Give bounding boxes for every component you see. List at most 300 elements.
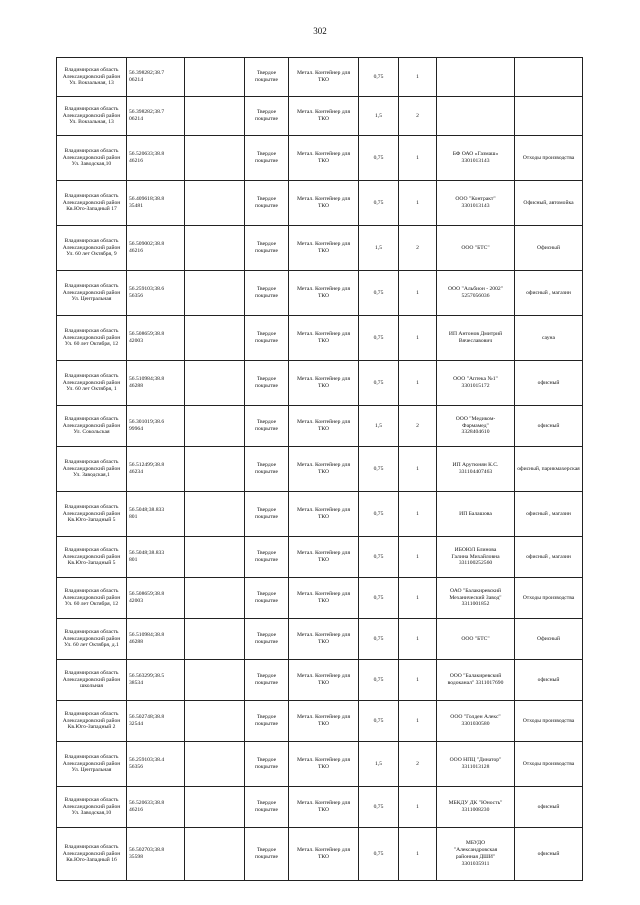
cell-address-line: Ул. Центральная xyxy=(71,767,112,774)
cell-coordinates-line: 38534 xyxy=(129,680,143,686)
cell-container xyxy=(289,361,359,406)
cell-address-line: Александровский район xyxy=(62,465,121,472)
cell-address-line: Ул. Заводская,1 xyxy=(73,472,110,479)
cell-surface-line: Твердое xyxy=(256,507,277,514)
cell-owner-line: ИП Балашова xyxy=(459,510,492,517)
cell-address-line: Владимирская область xyxy=(64,415,119,422)
cell-address-line: Ул. Заводская,10 xyxy=(71,810,112,817)
cell-waste-source: офисный xyxy=(515,660,583,701)
cell-owner-line: 3301013143 xyxy=(461,158,490,164)
cell-blank xyxy=(185,787,245,828)
cell-address-line: Кв.Юго-Западный 2 xyxy=(67,724,116,731)
cell-coordinates xyxy=(127,742,185,787)
cell-surface-line: Твердое xyxy=(256,800,277,807)
cell-coordinates-line: 06214 xyxy=(129,116,143,122)
cell-owner-line: 331100252560 xyxy=(458,560,493,567)
cell-surface xyxy=(245,361,289,406)
cell-volume: 0,75 xyxy=(359,492,399,537)
cell-waste-source: Отходы производства xyxy=(515,742,583,787)
cell-blank xyxy=(185,136,245,181)
cell-owner xyxy=(437,406,515,447)
cell-volume: 0,75 xyxy=(359,787,399,828)
cell-address-line: Александровский район xyxy=(62,717,121,724)
cell-count: 1 xyxy=(399,701,437,742)
cell-surface xyxy=(245,701,289,742)
cell-owner-line: Галина Михайловна xyxy=(451,553,500,560)
table-row xyxy=(57,537,583,578)
cell-count: 1 xyxy=(399,58,437,97)
cell-coordinates-line: 56.509002;38.8 xyxy=(129,241,165,248)
cell-surface-line: покрытие xyxy=(255,721,278,727)
cell-container xyxy=(289,97,359,136)
cell-coordinates xyxy=(127,619,185,660)
cell-owner-line: ИБОЮЛ Блинова xyxy=(454,546,497,553)
cell-owner-line: 3328404610 xyxy=(461,429,490,436)
cell-container xyxy=(289,316,359,361)
cell-count: 2 xyxy=(399,742,437,787)
table-row xyxy=(57,787,583,828)
cell-address xyxy=(57,578,127,619)
cell-coordinates xyxy=(127,58,185,97)
cell-blank xyxy=(185,619,245,660)
cell-count: 1 xyxy=(399,660,437,701)
cell-container xyxy=(289,271,359,316)
cell-surface-line: Твердое xyxy=(256,757,277,764)
cell-container-line: Метал. Контейнер для xyxy=(296,70,351,77)
cell-container-line: Метал. Контейнер для xyxy=(296,419,351,426)
table-row xyxy=(57,316,583,361)
cell-coordinates-line: 46216 xyxy=(129,248,143,254)
cell-address-line: Владимирская область xyxy=(64,458,119,465)
cell-waste-source xyxy=(515,97,583,136)
cell-volume: 0,75 xyxy=(359,537,399,578)
page-number: 302 xyxy=(313,26,327,36)
cell-address-line: Александровский район xyxy=(62,154,121,161)
cell-container-line: ТКО xyxy=(317,338,330,344)
cell-owner-line: ООО "Контракт" xyxy=(455,196,496,203)
cell-container-line: Метал. Контейнер для xyxy=(296,591,351,598)
cell-container-line: ТКО xyxy=(317,248,330,254)
cell-count: 1 xyxy=(399,578,437,619)
table-row xyxy=(57,271,583,316)
cell-owner-line: МБУДО xyxy=(465,840,486,847)
cell-surface-line: Твердое xyxy=(256,550,277,557)
cell-coordinates-line: 56.502748;38.8 xyxy=(129,714,165,721)
table-row xyxy=(57,361,583,406)
cell-address-line: Ул. Вокзальная, 13 xyxy=(69,119,114,126)
cell-waste-source: Офисный xyxy=(515,226,583,271)
cell-count: 1 xyxy=(399,619,437,660)
cell-coordinates-line: 35481 xyxy=(129,203,143,209)
cell-address-line: Александровский район xyxy=(62,73,121,80)
cell-address-line: Ул. Заводская,10 xyxy=(71,161,112,168)
cell-surface-line: Твердое xyxy=(256,714,277,721)
table-row xyxy=(57,136,583,181)
cell-container-line: Метал. Контейнер для xyxy=(296,286,351,293)
cell-count: 1 xyxy=(399,787,437,828)
cell-surface xyxy=(245,619,289,660)
cell-container xyxy=(289,578,359,619)
cell-owner xyxy=(437,361,515,406)
cell-surface-line: покрытие xyxy=(255,469,278,475)
cell-address-line: Александровский район xyxy=(62,760,121,767)
cell-owner-line: ООО "БТС" xyxy=(461,244,490,251)
cell-coordinates xyxy=(127,97,185,136)
cell-surface-line: покрытие xyxy=(255,598,278,604)
cell-coordinates-line: 56.563299;38.5 xyxy=(129,673,165,680)
cell-coordinates-line: 42003 xyxy=(129,338,143,344)
cell-surface xyxy=(245,660,289,701)
cell-count: 1 xyxy=(399,828,437,881)
cell-address-line: Александровский район xyxy=(62,334,121,341)
cell-container-line: Метал. Контейнер для xyxy=(296,331,351,338)
cell-container xyxy=(289,537,359,578)
cell-address-line: Александровский район xyxy=(62,510,121,517)
cell-address xyxy=(57,58,127,97)
cell-owner-line: ООО "Аптека №1" xyxy=(453,376,498,383)
cell-container-line: ТКО xyxy=(317,77,330,83)
cell-owner-line: 3311008230 xyxy=(461,807,490,813)
cell-coordinates xyxy=(127,828,185,881)
cell-surface-line: Твердое xyxy=(256,241,277,248)
cell-container xyxy=(289,136,359,181)
cell-container xyxy=(289,619,359,660)
cell-owner xyxy=(437,701,515,742)
cell-surface xyxy=(245,742,289,787)
cell-coordinates-line: 56.259103;38.4 xyxy=(129,757,165,764)
cell-surface xyxy=(245,181,289,226)
cell-surface-line: Твердое xyxy=(256,376,277,383)
cell-coordinates xyxy=(127,136,185,181)
cell-owner-line: "Александровская xyxy=(453,847,498,854)
cell-address xyxy=(57,136,127,181)
cell-owner xyxy=(437,578,515,619)
waste-sites-table xyxy=(56,57,583,881)
cell-owner-line: 3301015172 xyxy=(461,383,490,389)
cell-surface-line: Твердое xyxy=(256,673,277,680)
cell-address-line: Владимирская область xyxy=(64,628,119,635)
cell-owner-line: 3301030580 xyxy=(461,721,490,727)
cell-coordinates-line: 35598 xyxy=(129,854,143,860)
cell-address xyxy=(57,619,127,660)
cell-volume: 0,75 xyxy=(359,701,399,742)
cell-coordinates-line: 56.508659;38.8 xyxy=(129,591,165,598)
cell-address xyxy=(57,361,127,406)
table-row xyxy=(57,578,583,619)
cell-surface xyxy=(245,537,289,578)
cell-container-line: Метал. Контейнер для xyxy=(296,151,351,158)
cell-owner-line: 3311013128 xyxy=(461,764,490,770)
cell-coordinates xyxy=(127,787,185,828)
cell-container-line: ТКО xyxy=(317,426,330,432)
cell-owner xyxy=(437,492,515,537)
cell-address-line: Владимирская область xyxy=(64,796,119,803)
cell-volume: 0,75 xyxy=(359,58,399,97)
cell-address-line: Владимирская область xyxy=(64,282,119,289)
cell-surface xyxy=(245,136,289,181)
table-row xyxy=(57,226,583,271)
cell-address xyxy=(57,828,127,881)
cell-blank xyxy=(185,58,245,97)
cell-count: 1 xyxy=(399,537,437,578)
table-row xyxy=(57,58,583,97)
cell-owner xyxy=(437,226,515,271)
cell-coordinates-line: 42003 xyxy=(129,598,143,604)
cell-waste-source: Отходы производства xyxy=(515,578,583,619)
table-row xyxy=(57,97,583,136)
cell-coordinates xyxy=(127,660,185,701)
table-row xyxy=(57,492,583,537)
cell-container xyxy=(289,742,359,787)
cell-coordinates-line: 56.512499;38.8 xyxy=(129,462,165,469)
cell-coordinates-line: 46288 xyxy=(129,383,143,389)
cell-container xyxy=(289,701,359,742)
cell-container-line: ТКО xyxy=(317,764,330,770)
cell-address-line: Владимирская область xyxy=(64,372,119,379)
cell-waste-source: Отходы производства xyxy=(515,136,583,181)
cell-address-line: Кв.Юго-Западный 16 xyxy=(66,857,117,864)
cell-blank xyxy=(185,742,245,787)
cell-coordinates-line: 56356 xyxy=(129,293,143,299)
cell-address xyxy=(57,316,127,361)
cell-surface xyxy=(245,578,289,619)
cell-surface-line: покрытие xyxy=(255,338,278,344)
cell-coordinates-line: 46216 xyxy=(129,807,143,813)
cell-waste-source: офисный xyxy=(515,361,583,406)
cell-coordinates-line: 56.409618;38.8 xyxy=(129,196,165,203)
cell-address xyxy=(57,406,127,447)
cell-container xyxy=(289,226,359,271)
table-row xyxy=(57,742,583,787)
cell-volume: 0,75 xyxy=(359,660,399,701)
cell-blank xyxy=(185,271,245,316)
cell-waste-source: Отходы производства xyxy=(515,701,583,742)
cell-address-line: Владимирская область xyxy=(64,546,119,553)
cell-coordinates xyxy=(127,492,185,537)
cell-container-line: ТКО xyxy=(317,854,330,860)
cell-surface xyxy=(245,492,289,537)
cell-surface-line: покрытие xyxy=(255,293,278,299)
cell-surface-line: покрытие xyxy=(255,77,278,83)
cell-surface-line: покрытие xyxy=(255,248,278,254)
cell-address xyxy=(57,181,127,226)
cell-owner-line: 3301035911 xyxy=(461,860,490,867)
cell-coordinates-line: 56.508659;38.8 xyxy=(129,331,165,338)
cell-blank xyxy=(185,316,245,361)
cell-address-line: Александровский район xyxy=(62,289,121,296)
cell-owner-line: Вячеславович xyxy=(458,338,493,344)
cell-container xyxy=(289,406,359,447)
cell-coordinates-line: 56356 xyxy=(129,764,143,770)
cell-waste-source: сауна xyxy=(515,316,583,361)
cell-blank xyxy=(185,537,245,578)
cell-volume: 1,5 xyxy=(359,226,399,271)
cell-container-line: Метал. Контейнер для xyxy=(296,757,351,764)
cell-coordinates-line: 06214 xyxy=(129,77,143,83)
cell-waste-source: офисный xyxy=(515,406,583,447)
cell-address-line: Владимирская область xyxy=(64,327,119,334)
cell-surface-line: покрытие xyxy=(255,426,278,432)
cell-container-line: ТКО xyxy=(317,469,330,475)
cell-coordinates xyxy=(127,226,185,271)
cell-coordinates xyxy=(127,701,185,742)
cell-container-line: ТКО xyxy=(317,721,330,727)
cell-coordinates xyxy=(127,361,185,406)
cell-surface-line: покрытие xyxy=(255,158,278,164)
cell-address-line: Ул. Центральная xyxy=(71,296,112,303)
cell-address-line: Ул. 60 лет Октября, 12 xyxy=(64,341,119,348)
cell-blank xyxy=(185,406,245,447)
cell-surface-line: покрытие xyxy=(255,116,278,122)
table-body xyxy=(57,58,583,881)
table-row xyxy=(57,660,583,701)
cell-surface-line: Твердое xyxy=(256,331,277,338)
cell-surface-line: Твердое xyxy=(256,70,277,77)
cell-waste-source: офисный , магазин xyxy=(515,492,583,537)
cell-waste-source: Офисный, автомойка xyxy=(515,181,583,226)
cell-container-line: ТКО xyxy=(317,514,330,520)
cell-coordinates-line: 99964 xyxy=(129,426,143,432)
cell-address xyxy=(57,701,127,742)
cell-owner-line: 3311001852 xyxy=(461,601,490,608)
cell-owner xyxy=(437,828,515,881)
cell-surface-line: покрытие xyxy=(255,854,278,860)
cell-container-line: Метал. Контейнер для xyxy=(296,241,351,248)
cell-owner xyxy=(437,136,515,181)
cell-container-line: ТКО xyxy=(317,116,330,122)
cell-blank xyxy=(185,361,245,406)
cell-blank xyxy=(185,660,245,701)
cell-surface-line: покрытие xyxy=(255,807,278,813)
cell-address-line: Александровский район xyxy=(62,676,121,683)
cell-count: 2 xyxy=(399,406,437,447)
cell-coordinates xyxy=(127,578,185,619)
cell-container xyxy=(289,447,359,492)
cell-address-line: Александровский район xyxy=(62,112,121,119)
cell-container xyxy=(289,660,359,701)
cell-waste-source: офисный , магазин xyxy=(515,271,583,316)
cell-container xyxy=(289,492,359,537)
cell-container-line: ТКО xyxy=(317,680,330,686)
cell-address-line: Владимирская область xyxy=(64,710,119,717)
cell-waste-source: офисный xyxy=(515,828,583,881)
cell-owner-line: ООО "Балакиревский xyxy=(449,673,502,680)
cell-volume: 1,5 xyxy=(359,97,399,136)
cell-surface-line: покрытие xyxy=(255,680,278,686)
cell-address-line: Владимирская область xyxy=(64,192,119,199)
cell-container-line: ТКО xyxy=(317,557,330,563)
cell-volume: 0,75 xyxy=(359,447,399,492)
cell-container-line: Метал. Контейнер для xyxy=(296,714,351,721)
cell-coordinates-line: 801 xyxy=(129,557,138,563)
cell-address xyxy=(57,742,127,787)
cell-container-line: Метал. Контейнер для xyxy=(296,196,351,203)
cell-address-line: Владимирская область xyxy=(64,753,119,760)
cell-volume: 0,75 xyxy=(359,181,399,226)
cell-surface xyxy=(245,406,289,447)
cell-owner-line: 5257056036 xyxy=(461,293,490,299)
cell-container xyxy=(289,828,359,881)
cell-address xyxy=(57,660,127,701)
cell-owner-line: ООО "БТС" xyxy=(461,635,490,642)
cell-container-line: Метал. Контейнер для xyxy=(296,109,351,116)
cell-blank xyxy=(185,828,245,881)
cell-address-line: Кв.Юго-Западный 5 xyxy=(67,560,116,567)
cell-owner-line: ООО НПЦ "Динатор" xyxy=(449,757,502,764)
cell-volume: 0,75 xyxy=(359,316,399,361)
cell-blank xyxy=(185,701,245,742)
cell-coordinates-line: 56.520633;38.8 xyxy=(129,800,165,807)
cell-owner-line: ИП Арутюнян К.С. xyxy=(452,462,499,469)
cell-blank xyxy=(185,97,245,136)
cell-container-line: ТКО xyxy=(317,158,330,164)
cell-volume: 0,75 xyxy=(359,619,399,660)
cell-surface-line: Твердое xyxy=(256,151,277,158)
cell-owner xyxy=(437,316,515,361)
cell-owner-line: ИП Антонов Дмитрий xyxy=(448,331,503,338)
cell-coordinates-line: 46234 xyxy=(129,469,143,475)
cell-address-line: Александровский район xyxy=(62,850,121,857)
cell-surface xyxy=(245,787,289,828)
cell-address-line: Ул. 60 лет Октября, 9 xyxy=(66,251,117,258)
cell-owner xyxy=(437,181,515,226)
cell-coordinates-line: 56.301019;38.6 xyxy=(129,419,165,426)
cell-surface xyxy=(245,271,289,316)
cell-surface-line: покрытие xyxy=(255,203,278,209)
cell-waste-source: Офисный xyxy=(515,619,583,660)
cell-owner xyxy=(437,660,515,701)
cell-count: 1 xyxy=(399,492,437,537)
cell-blank xyxy=(185,447,245,492)
cell-address xyxy=(57,447,127,492)
cell-container xyxy=(289,787,359,828)
cell-address-line: Владимирская область xyxy=(64,147,119,154)
cell-address-line: Александровский район xyxy=(62,803,121,810)
cell-surface xyxy=(245,97,289,136)
cell-coordinates xyxy=(127,537,185,578)
cell-address-line: Александровский район xyxy=(62,594,121,601)
cell-waste-source xyxy=(515,58,583,97)
cell-address-line: Ул. 60 лет Октября, д.1 xyxy=(64,642,119,649)
cell-blank xyxy=(185,181,245,226)
cell-volume: 0,75 xyxy=(359,578,399,619)
table-row xyxy=(57,701,583,742)
cell-address-line: Кв.Юго-Западный 17 xyxy=(66,206,117,213)
cell-address xyxy=(57,787,127,828)
cell-container-line: Метал. Контейнер для xyxy=(296,632,351,639)
cell-blank xyxy=(185,226,245,271)
cell-coordinates-line: 46216 xyxy=(129,158,143,164)
cell-address xyxy=(57,537,127,578)
cell-address-line: Ул. 60 лет Октября, 12 xyxy=(64,601,119,608)
cell-owner-line: Механический Завод" xyxy=(449,594,502,601)
cell-address-line: Александровский район xyxy=(62,422,121,429)
cell-count: 1 xyxy=(399,271,437,316)
cell-address-line: Александровский район xyxy=(62,553,121,560)
cell-container-line: ТКО xyxy=(317,807,330,813)
cell-coordinates-line: 56.510984;38.8 xyxy=(129,632,165,639)
cell-coordinates-line: 56.5048;38.833 xyxy=(129,550,165,557)
cell-container-line: Метал. Контейнер для xyxy=(296,376,351,383)
cell-blank xyxy=(185,492,245,537)
cell-coordinates-line: 56.502703;38.8 xyxy=(129,847,165,854)
cell-surface-line: покрытие xyxy=(255,764,278,770)
cell-coordinates-line: 46288 xyxy=(129,639,143,645)
cell-waste-source: офисный xyxy=(515,787,583,828)
cell-container-line: Метал. Контейнер для xyxy=(296,800,351,807)
cell-container-line: ТКО xyxy=(317,598,330,604)
cell-volume: 1,5 xyxy=(359,742,399,787)
